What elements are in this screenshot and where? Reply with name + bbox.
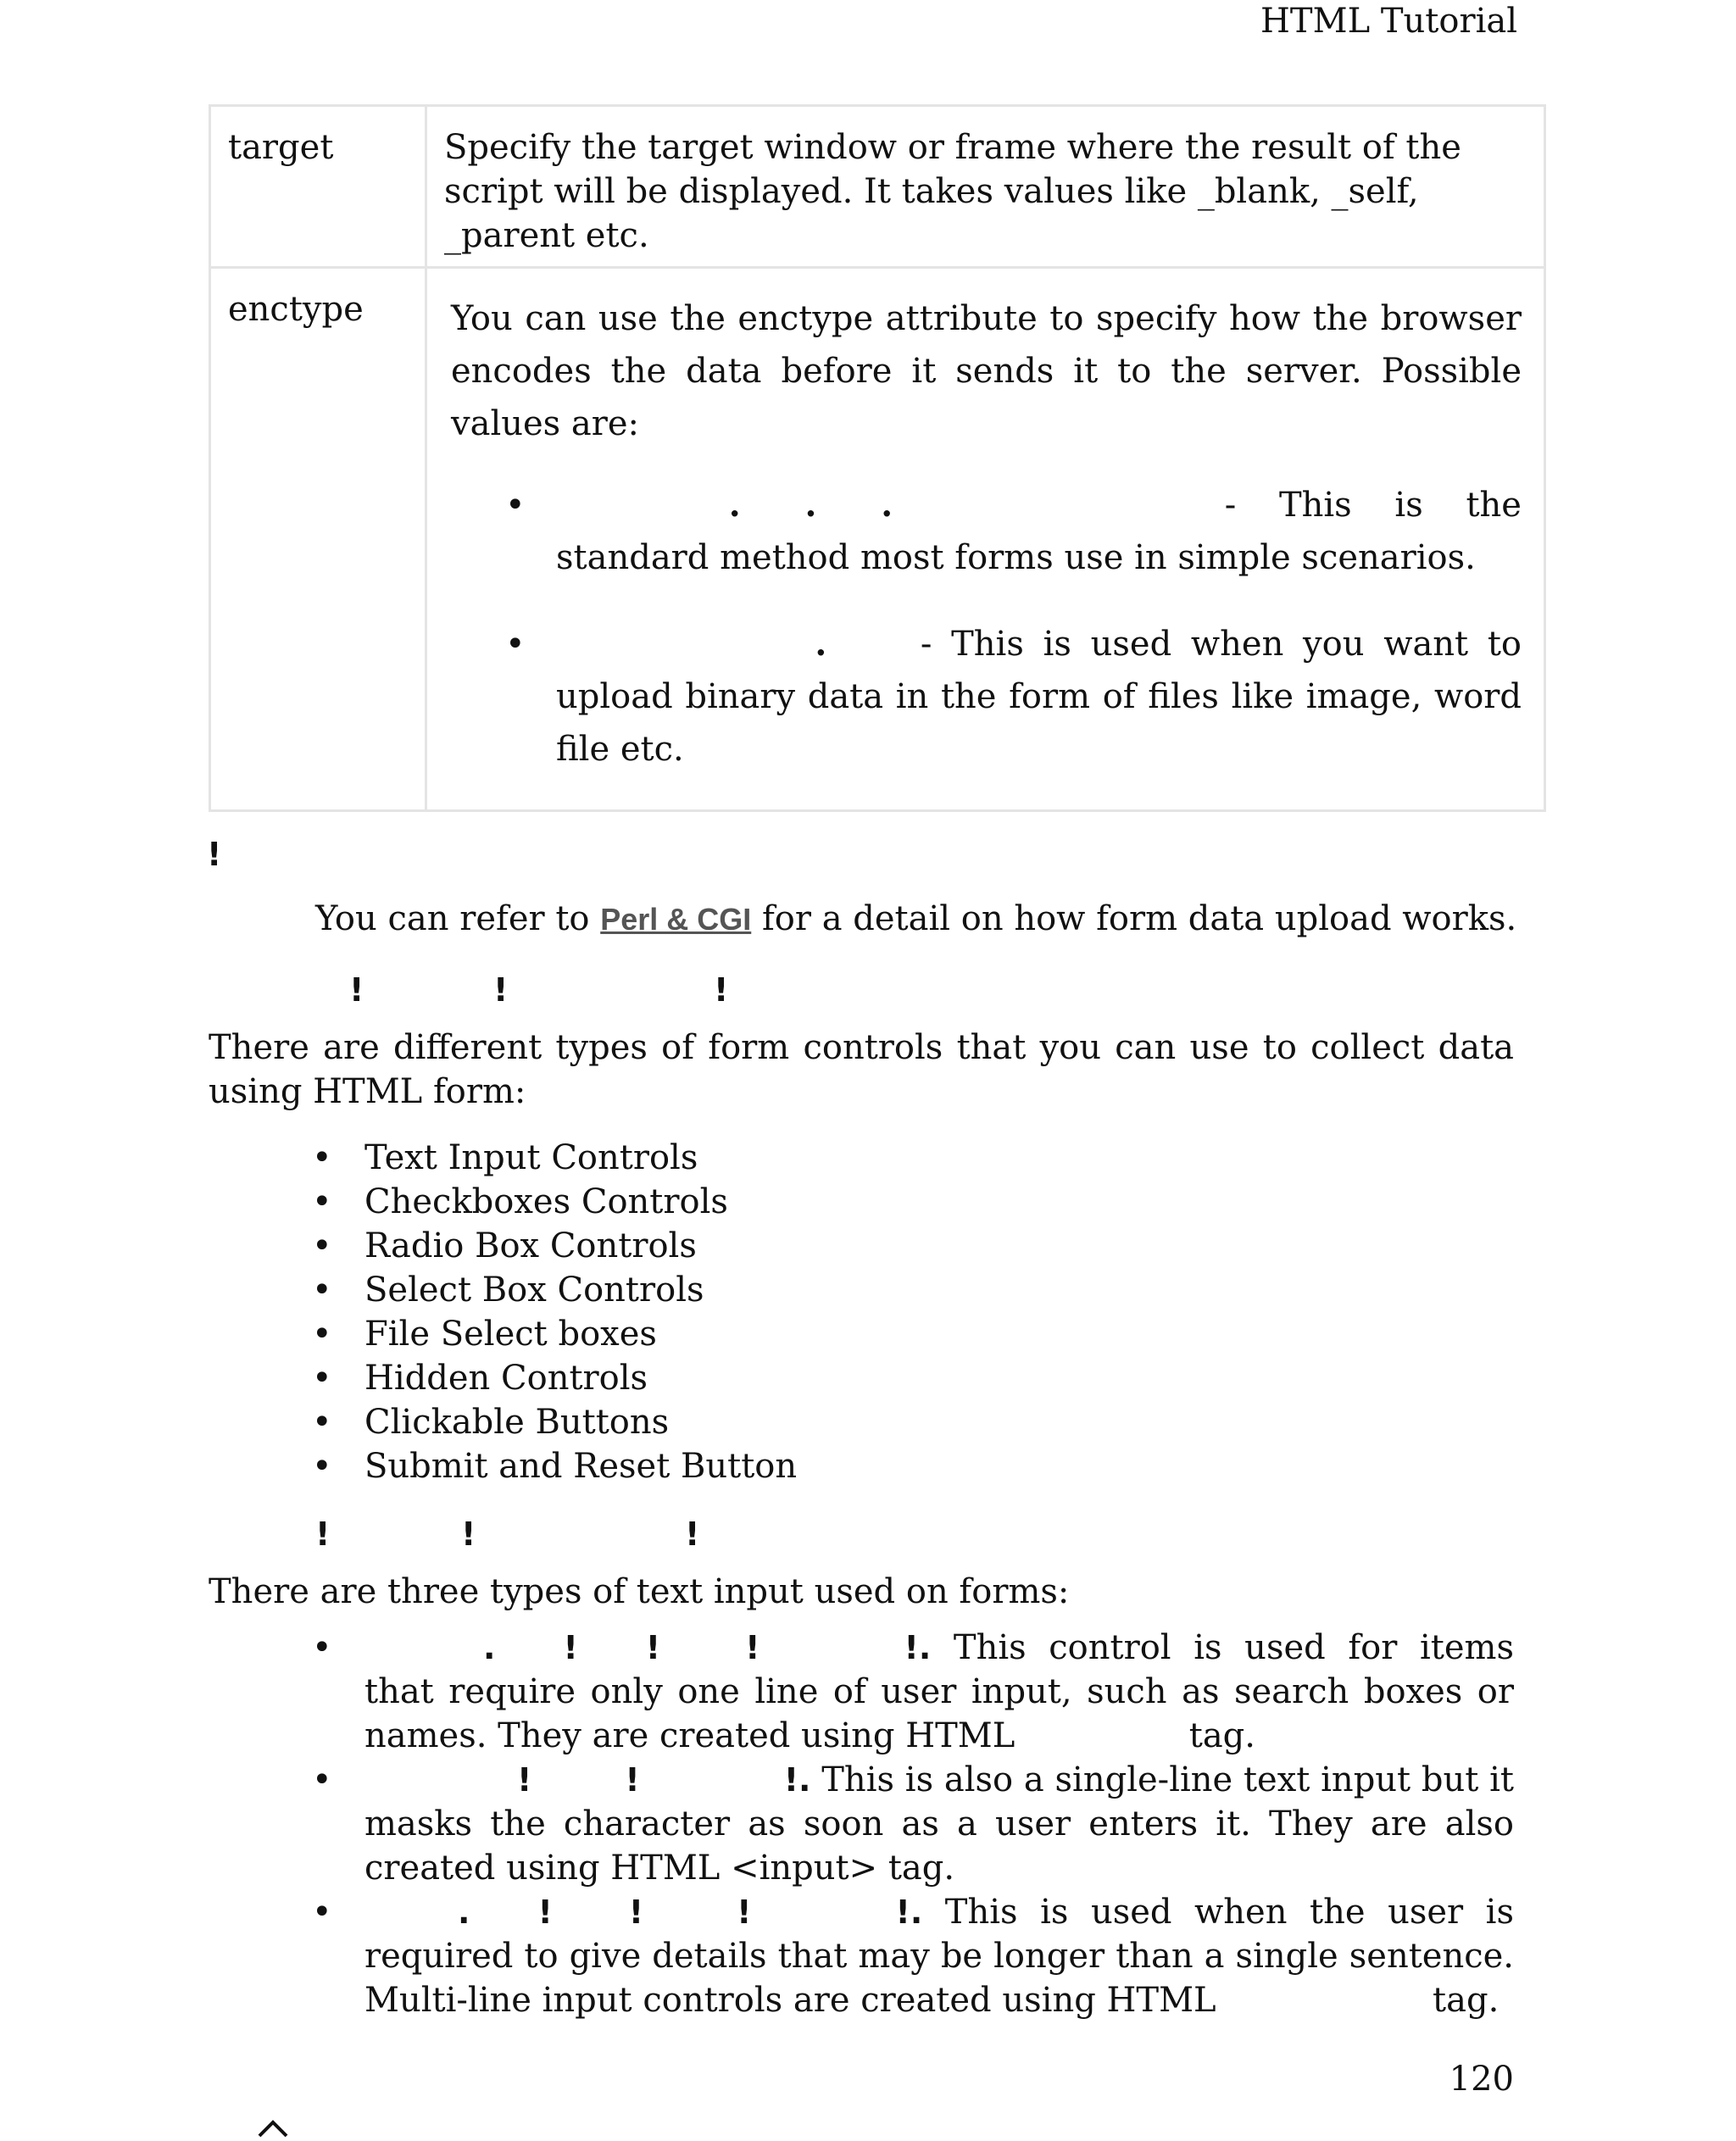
list-item-label: File Select boxes [364, 1315, 657, 1354]
list-item [312, 1400, 797, 1444]
list-item [312, 1268, 797, 1312]
note-text-before: You can refer to [315, 899, 590, 938]
missing-label-marks: . ! ! ! !. [483, 1629, 932, 1666]
text-type-tail: tag. [1188, 1716, 1255, 1755]
list-item [312, 1136, 797, 1180]
list-item [312, 1356, 797, 1400]
attribute-description [426, 268, 1545, 811]
bullet-icon: • [505, 625, 526, 664]
text-type-description: This is also a single-line text input but it [821, 1760, 1514, 1799]
perl-cgi-link[interactable]: Perl & CGI [600, 902, 752, 937]
bullet-icon: • [312, 1893, 332, 1932]
list-item-label: Clickable Buttons [364, 1403, 670, 1442]
table-row [210, 106, 1545, 268]
bullet-icon: • [312, 1628, 332, 1667]
text-type-description: This is used when the user is [944, 1893, 1515, 1932]
form-controls-list [312, 1136, 797, 1488]
list-item [312, 1312, 797, 1356]
note-text-after: for a detail on how form data upload works. [761, 899, 1517, 938]
list-item [451, 479, 1522, 584]
note-paragraph [315, 897, 1516, 942]
text-type-description-cont: required to give details that may be longer than a single sentence. Multi-line input controls are created using HTML [364, 1937, 1514, 2020]
list-item [312, 1224, 797, 1268]
heading-mark: ! [349, 971, 364, 1009]
bullet-icon: • [505, 486, 526, 525]
attribute-name: target [210, 106, 426, 268]
bullet-icon: • [312, 1315, 332, 1354]
missing-label-marks: . ! ! ! !. [458, 1894, 923, 1931]
bullet-icon: • [312, 1182, 332, 1221]
heading-mark: ! [714, 971, 729, 1009]
form-attributes-table [209, 104, 1546, 812]
bullet-icon: • [312, 1403, 332, 1442]
list-item [451, 618, 1522, 776]
list-item [312, 1626, 1514, 1758]
enctype-value-lead: - This is the [1224, 486, 1522, 525]
list-item-label: Hidden Controls [364, 1359, 648, 1398]
dot-mark: . [728, 485, 741, 525]
list-item [312, 1758, 1514, 1890]
text-input-types-list [312, 1626, 1514, 2022]
dot-mark: . [804, 485, 817, 525]
list-item-label: Select Box Controls [364, 1271, 704, 1310]
page-header-title: HTML Tutorial [1260, 2, 1517, 41]
missing-label-marks: ! ! !. [517, 1761, 811, 1799]
enctype-value-text: standard method most forms use in simple scenarios. [556, 538, 1476, 577]
list-item [312, 1890, 1514, 2022]
heading-mark: ! [315, 1515, 331, 1553]
list-item-label: Checkboxes Controls [364, 1182, 728, 1221]
text-type-description-cont: masks the character as soon as a user enters it. They are also created using HTML <input> tag. [364, 1805, 1514, 1888]
attribute-name: enctype [210, 268, 426, 811]
text-type-tail: tag. [1433, 1981, 1500, 2020]
heading-mark: ! [461, 1515, 476, 1553]
text-input-intro: There are three types of text input used on forms: [209, 1572, 1070, 1611]
dot-mark: . [881, 485, 893, 525]
text-type-description-cont: require only one line of user input, such as search boxes or names. They are created using HTML [364, 1672, 1515, 1755]
bullet-icon: • [312, 1271, 332, 1310]
enctype-value-text: upload binary data in the form of files like image, word file etc. [556, 677, 1522, 769]
form-controls-intro: There are different types of form controls that you can use to collect data using HTML form: [209, 1028, 1514, 1111]
table-row [210, 268, 1545, 811]
enctype-value-lead: - This is used when you want to [920, 625, 1522, 664]
bullet-icon: • [312, 1760, 332, 1799]
list-item [312, 1444, 797, 1488]
dot-mark: . [815, 624, 827, 664]
bullet-icon: • [312, 1226, 332, 1265]
bullet-icon: • [312, 1359, 332, 1398]
text-type-description: This control is used for items that [364, 1628, 1515, 1711]
list-item-label: Radio Box Controls [364, 1226, 697, 1265]
heading-mark: ! [685, 1515, 700, 1553]
heading-mark: ! [493, 971, 509, 1009]
enctype-description: You can use the enctype attribute to specify how the browser encodes the data before it sends it to the server. Possible values are: [451, 299, 1522, 443]
list-item-label: Text Input Controls [364, 1138, 698, 1177]
list-item [312, 1180, 797, 1224]
page-number: 120 [1449, 2060, 1514, 2099]
enctype-values-list [451, 479, 1522, 776]
list-item-label: Submit and Reset Button [364, 1447, 798, 1486]
bullet-icon: • [312, 1447, 332, 1486]
bullet-icon: • [312, 1138, 332, 1177]
chevron-up-icon [256, 2116, 290, 2141]
stray-mark: ! [207, 836, 222, 873]
attribute-description: Specify the target window or frame where the result of the script will be displayed. It takes values like _blank, _self, _parent etc. [426, 106, 1545, 268]
